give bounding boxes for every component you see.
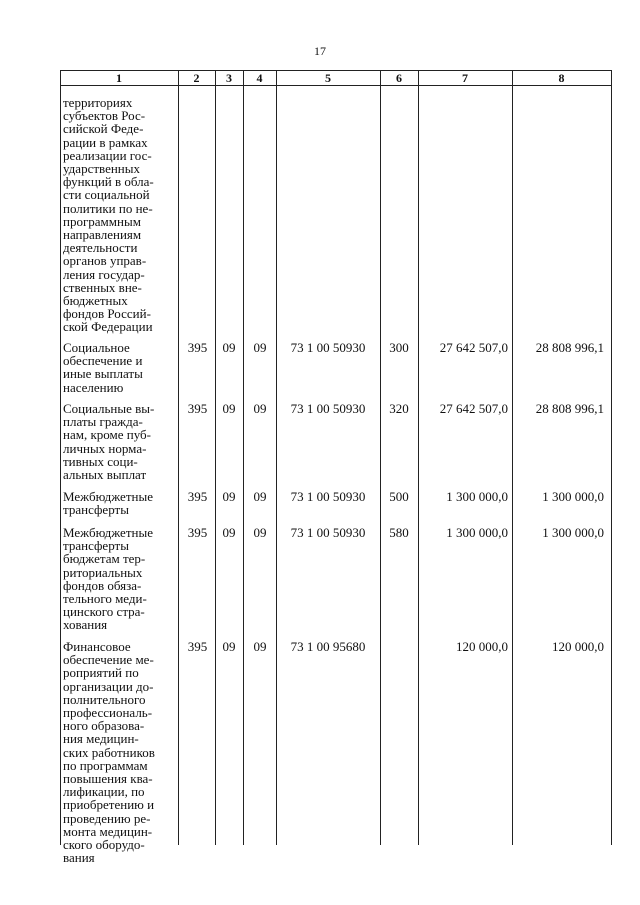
column-header-2: 2 xyxy=(193,71,200,85)
col-divider xyxy=(380,70,381,845)
row-name-line: политики по не- xyxy=(63,200,153,216)
row-name-line: альных выплат xyxy=(63,467,147,483)
amount-col-7: 1 300 000,0 xyxy=(446,525,508,540)
amount-col-8: 28 808 996,1 xyxy=(535,340,604,355)
amount-col-7: 27 642 507,0 xyxy=(439,401,508,416)
row-name-line: ного образова- xyxy=(63,718,145,734)
subsection-code: 09 xyxy=(253,489,267,504)
row-name-line: населению xyxy=(63,379,124,395)
row-name-line: Межбюджетные xyxy=(63,525,153,540)
row-name-line: реализации гос- xyxy=(63,147,152,163)
row-name xyxy=(63,96,177,334)
row-name-line: нам, кроме пуб- xyxy=(63,427,151,443)
chapter-code: 395 xyxy=(187,489,208,504)
row-name-line: рации в рамках xyxy=(63,134,148,150)
col-divider xyxy=(60,70,61,845)
target-article-code: 73 1 00 50930 xyxy=(290,489,366,504)
section-code: 09 xyxy=(222,340,236,355)
row-name-line: ния медицин- xyxy=(63,731,139,747)
row-name-line: бюджетам тер- xyxy=(63,551,146,567)
row-name-line: фондов обяза- xyxy=(63,577,142,593)
expense-type-code: 320 xyxy=(389,401,409,416)
row-name-line: ских работников xyxy=(63,744,155,760)
row-name-line: ской Федерации xyxy=(63,319,153,335)
col-divider xyxy=(611,70,612,845)
column-header-5: 5 xyxy=(325,71,331,85)
section-code: 09 xyxy=(222,401,236,416)
row-name xyxy=(63,402,177,481)
col-divider xyxy=(178,70,179,845)
col-divider xyxy=(276,70,277,845)
row-name-line: органов управ- xyxy=(63,253,147,269)
chapter-code: 395 xyxy=(187,525,208,540)
subsection-code: 09 xyxy=(253,525,267,540)
expense-type-code: 580 xyxy=(389,525,409,540)
row-name-line: риториальных xyxy=(63,564,143,580)
section-code: 09 xyxy=(222,639,236,654)
row-name-line: территориях xyxy=(63,95,133,110)
row-name-line: профессиональ- xyxy=(63,705,153,721)
row-name-line: вания xyxy=(63,850,95,866)
row-name-line: функций в обла- xyxy=(63,174,154,190)
row-name-line: Финансовое xyxy=(63,639,131,654)
row-name-line: деятельности xyxy=(63,240,138,256)
row-name-line: проведению ре- xyxy=(63,810,151,826)
row-name-line: повышения ква- xyxy=(63,771,153,787)
row-name-line: трансферты xyxy=(63,538,129,554)
column-header-8: 8 xyxy=(558,71,565,85)
row-name-line: фондов Россий- xyxy=(63,306,151,322)
subsection-code: 09 xyxy=(253,340,267,355)
row-name-line: ственных вне- xyxy=(63,279,142,295)
row-name-line: иные выплаты xyxy=(63,366,143,382)
row-name-line: направлениям xyxy=(63,227,142,243)
target-article-code: 73 1 00 95680 xyxy=(290,639,366,654)
row-name-line: полнительного xyxy=(63,691,146,707)
row-name-line: программным xyxy=(63,213,141,229)
col-divider xyxy=(512,70,513,845)
row-name-line: хования xyxy=(63,617,108,633)
row-name-line: обеспечение ме- xyxy=(63,652,154,668)
row-name-line: трансферты xyxy=(63,502,129,518)
col-divider xyxy=(243,70,244,845)
row-name-line: ления государ- xyxy=(63,266,145,282)
row-name xyxy=(63,526,177,632)
row-name-line: субъектов Рос- xyxy=(63,108,146,124)
page-number: 17 xyxy=(314,44,326,58)
amount-col-7: 1 300 000,0 xyxy=(446,489,508,504)
expense-type-code: 300 xyxy=(389,340,409,355)
row-name-line: цинского стра- xyxy=(63,604,145,620)
chapter-code: 395 xyxy=(187,340,208,355)
row-name-line: по программам xyxy=(63,757,148,773)
row-name-line: личных норма- xyxy=(63,440,147,456)
row-name-line: платы граждa- xyxy=(63,414,143,430)
row-name-line: тельного меди- xyxy=(63,591,147,607)
expense-type-code: 500 xyxy=(389,489,409,504)
column-header-1: 1 xyxy=(116,71,122,85)
subsection-code: 09 xyxy=(253,401,267,416)
amount-col-8: 1 300 000,0 xyxy=(542,489,604,504)
section-code: 09 xyxy=(222,489,236,504)
target-article-code: 73 1 00 50930 xyxy=(290,525,366,540)
amount-col-8: 1 300 000,0 xyxy=(542,525,604,540)
amount-col-7: 27 642 507,0 xyxy=(439,340,508,355)
row-name-line: приобретению и xyxy=(63,797,155,813)
row-name-line: Социальное xyxy=(63,340,130,355)
row-name-line: роприятий по xyxy=(63,665,139,681)
row-name-line: монта медицин- xyxy=(63,823,153,839)
row-name-line: бюджетных xyxy=(63,293,128,309)
section-code: 09 xyxy=(222,525,236,540)
row-name xyxy=(63,490,177,516)
col-divider xyxy=(215,70,216,845)
row-name-line: сти социальной xyxy=(63,187,150,203)
subsection-code: 09 xyxy=(253,639,267,654)
column-header-7: 7 xyxy=(462,71,468,85)
col-divider xyxy=(418,70,419,845)
row-name xyxy=(63,640,177,864)
row-name-line: ударственных xyxy=(63,161,140,177)
row-name-line: лификации, по xyxy=(63,784,145,800)
chapter-code: 395 xyxy=(187,401,208,416)
row-name-line: Социальные вы- xyxy=(63,401,155,416)
chapter-code: 395 xyxy=(187,639,208,654)
target-article-code: 73 1 00 50930 xyxy=(290,340,366,355)
amount-col-7: 120 000,0 xyxy=(456,639,508,654)
row-name-line: организации до- xyxy=(63,678,154,694)
row-name-line: тивных соци- xyxy=(63,453,138,469)
row-name-line: сийской Феде- xyxy=(63,121,144,137)
header-bottom-border xyxy=(60,85,612,86)
budget-table xyxy=(60,70,612,866)
column-header-4: 4 xyxy=(256,71,263,85)
row-name xyxy=(63,341,177,394)
amount-col-8: 120 000,0 xyxy=(552,639,604,654)
row-name-line: обеспечение и xyxy=(63,353,143,369)
column-header-6: 6 xyxy=(396,71,402,85)
row-name-line: ского оборудо- xyxy=(63,837,145,853)
amount-col-8: 28 808 996,1 xyxy=(535,401,604,416)
target-article-code: 73 1 00 50930 xyxy=(290,401,366,416)
row-name-line: Межбюджетные xyxy=(63,489,153,504)
column-header-3: 3 xyxy=(226,71,232,85)
